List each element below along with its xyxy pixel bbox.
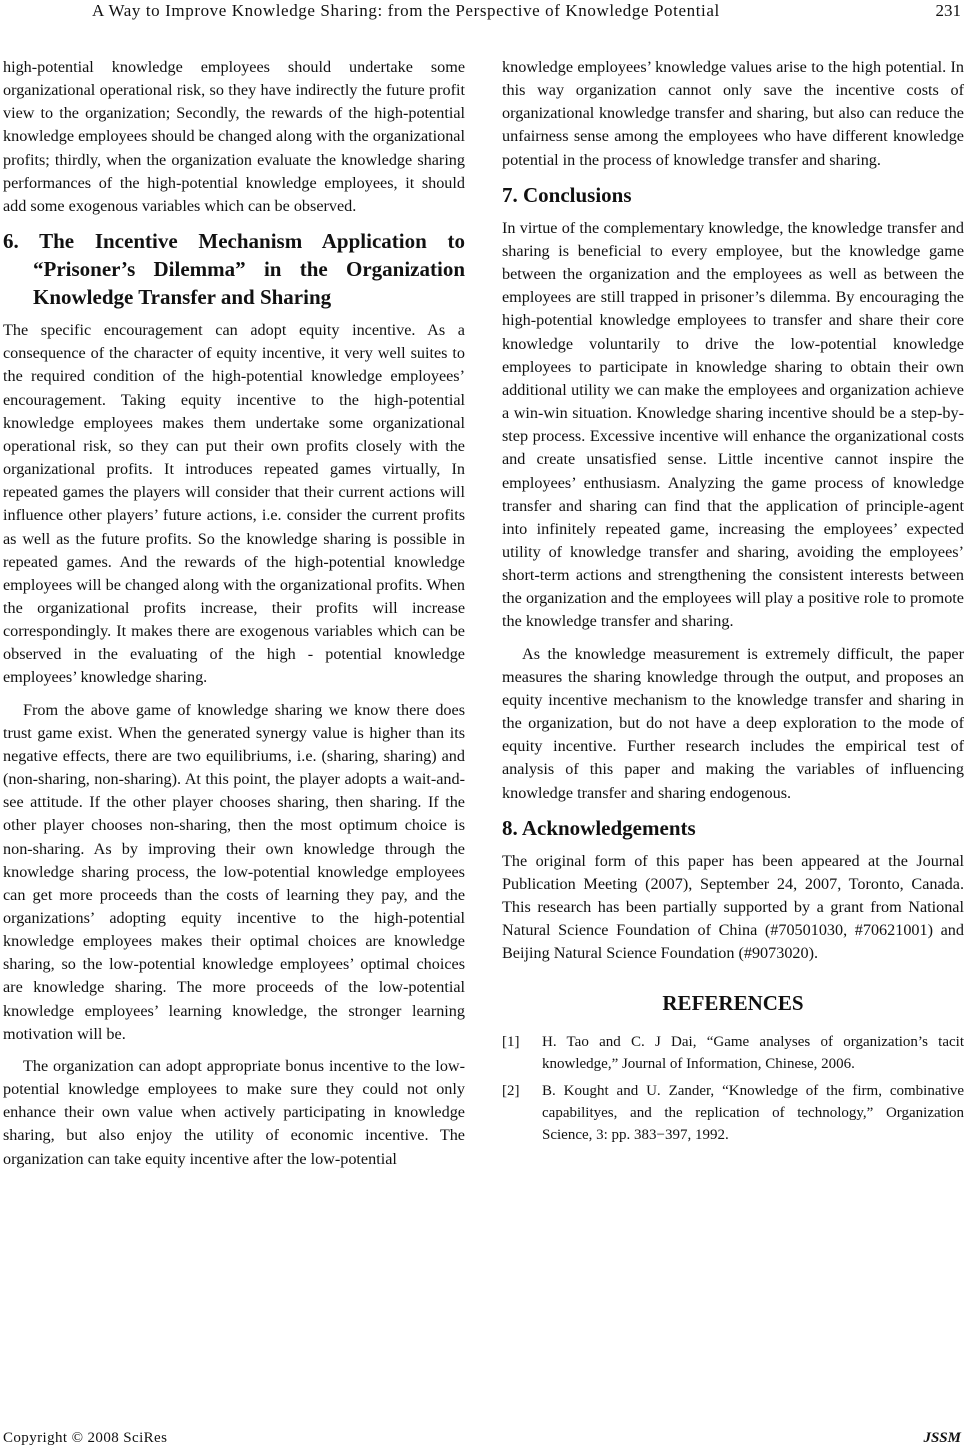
section-8-heading: 8. Acknowledgements <box>502 815 696 840</box>
paragraph-bonus-incentive: The organization can adopt appropriate bonus incentive to the low-potential knowledge employees to make sure they could not only enhance their own value when actively participating in knowledge sharing, but also enjoy the utility of economic incentive. The organization can take equity incentive after the low-potential <box>3 1056 465 1168</box>
references-list <box>502 1031 964 1146</box>
paragraph-acknowledgements: The original form of this paper has been appeared at the Journal Publication Meeting (2007), September 24, 2007, Toronto, Canada. This research has been partially supported by a grant from National Natural Science Foundation of China (#70501030, #70621001) and Beijing Natural Science Foundation (#9073020). <box>502 851 964 963</box>
page-footer <box>0 1428 969 1448</box>
section-7-heading: 7. Conclusions <box>502 182 632 207</box>
paragraph-continued-right: knowledge employees’ knowledge values arise to the high potential. In this way organization cannot only save the incentive costs of organizational knowledge transfer and sharing, but also can reduce the unfairness sense among the employees who have different knowledge potential in the process of knowledge transfer and sharing. <box>502 58 964 169</box>
reference-number: [2] <box>502 1083 520 1100</box>
reference-item <box>502 1031 964 1075</box>
reference-text: B. Kought and U. Zander, “Knowledge of the firm, combinative capabilityes, and the replication of technology,” Organization Science, 3: pp. 383−397, 1992. <box>542 1083 964 1144</box>
journal-abbreviation: JSSM <box>923 1430 961 1446</box>
left-column <box>3 56 465 1180</box>
right-column <box>502 56 964 1151</box>
section-6-heading: 6. The Incentive Mechanism Application to “Prisoner’s Dilemma” in the Organization Knowledge Transfer and Sharing <box>3 229 465 310</box>
paragraph-trust-game: From the above game of knowledge sharing we know there does trust game exist. When the generated synergy value is higher than its negative effects, there are two equilibriums, i.e. (sharing, sharing) and (non-sharing, non-sharing). At this point, the player adopts a wait-and-see attitude. If the other player chooses sharing, then sharing. If the other player chooses non-sharing, then the most optimum choice is non-sharing. As by improving their own knowledge through the knowledge sharing process, the low-potential knowledge employees can get more proceeds than the costs of learning they pay, and the organizations’ adopting equity incentive to the high-potential knowledge employees makes their optimal choices are knowledge sharing, so the low-potential knowledge employees’ optimal choices are knowledge sharing. The more proceeds of the low-potential knowledge employees’ learning knowledge, the stronger learning motivation will be. <box>3 700 465 1043</box>
paragraph-measurement: As the knowledge measurement is extremely difficult, the paper measures the sharing knowledge through the output, and proposes an equity incentive mechanism to the knowledge transfer and sharing in the organization, but do not have a deep exploration to the mode of equity incentive. Further research includes the empirical test of analysis of this paper and making the variables of influencing knowledge transfer and sharing endogenous. <box>502 644 964 802</box>
reference-number: [1] <box>502 1034 520 1051</box>
references-heading: REFERENCES <box>662 991 804 1016</box>
running-header <box>0 0 969 22</box>
copyright-notice: Copyright © 2008 SciRes <box>3 1430 168 1446</box>
reference-item <box>502 1080 964 1146</box>
paragraph-continued: high-potential knowledge employees should undertake some organizational operational risk, so they have indirectly the future profit view to the organization; Secondly, the rewards of the high-potential knowledge employees should be changed along with the organizational profits; thirdly, when the organization evaluate the knowledge sharing performances of the high-potential knowledge employees, it should add some exogenous variables which can be observed. <box>3 58 465 215</box>
reference-text: H. Tao and C. J Dai, “Game analyses of organization’s tacit knowledge,” Journal of Information, Chinese, 2006. <box>542 1034 964 1073</box>
paragraph-conclusions: In virtue of the complementary knowledge, the knowledge transfer and sharing is beneficial to every employee, but the knowledge game between the organization and the employees as well as between the employees are still trapped in prisoner’s dilemma. By encouraging the high-potential knowledge employees to transfer and share their core knowledge voluntarily to drive the low-potential knowledge employees to participate in knowledge sharing to obtain their own additional utility we can make the employees and organization achieve a win-win situation. Knowledge sharing incentive should be a step-by-step process. Excessive incentive will enhance the organizational costs and create unsatisfied sense. Little incentive cannot inspire the employees’ enthusiasm. Analyzing the game process of knowledge transfer and sharing can find that the application of principle-agent into infinitely repeated game, increasing the employees’ expected utility of knowledge transfer and sharing, avoiding the employees’ short-term actions and strengthening the consistent interests between the organization and the employees will play a positive role to promote the knowledge transfer and sharing. <box>502 218 964 631</box>
page-number: 231 <box>935 1 961 20</box>
running-title: A Way to Improve Knowledge Sharing: from the Perspective of Knowledge Potential <box>92 1 720 20</box>
paragraph-equity-incentive: The specific encouragement can adopt equity incentive. As a consequence of the character of equity incentive, it very well suites to the required condition of the high-potential knowledge employees’ encouragement. Taking equity incentive to the high-potential knowledge employees makes them undertake some organizational operational risk, so they can put their own profits closely with the organizational profits. It introduces repeated games virtually, In repeated games the players will consider that their current actions will influence other players’ future actions, i.e. consider the current profits as well as the future profits. So the knowledge sharing is possible in repeated games. And the rewards of the high-potential knowledge employees will be changed along with the organizational profits. When the organizational profits increase, their profits will increase correspondingly. It makes there are exogenous variables which can be observed in the evaluating of the high - potential knowledge employees’ knowledge sharing. <box>3 321 465 687</box>
